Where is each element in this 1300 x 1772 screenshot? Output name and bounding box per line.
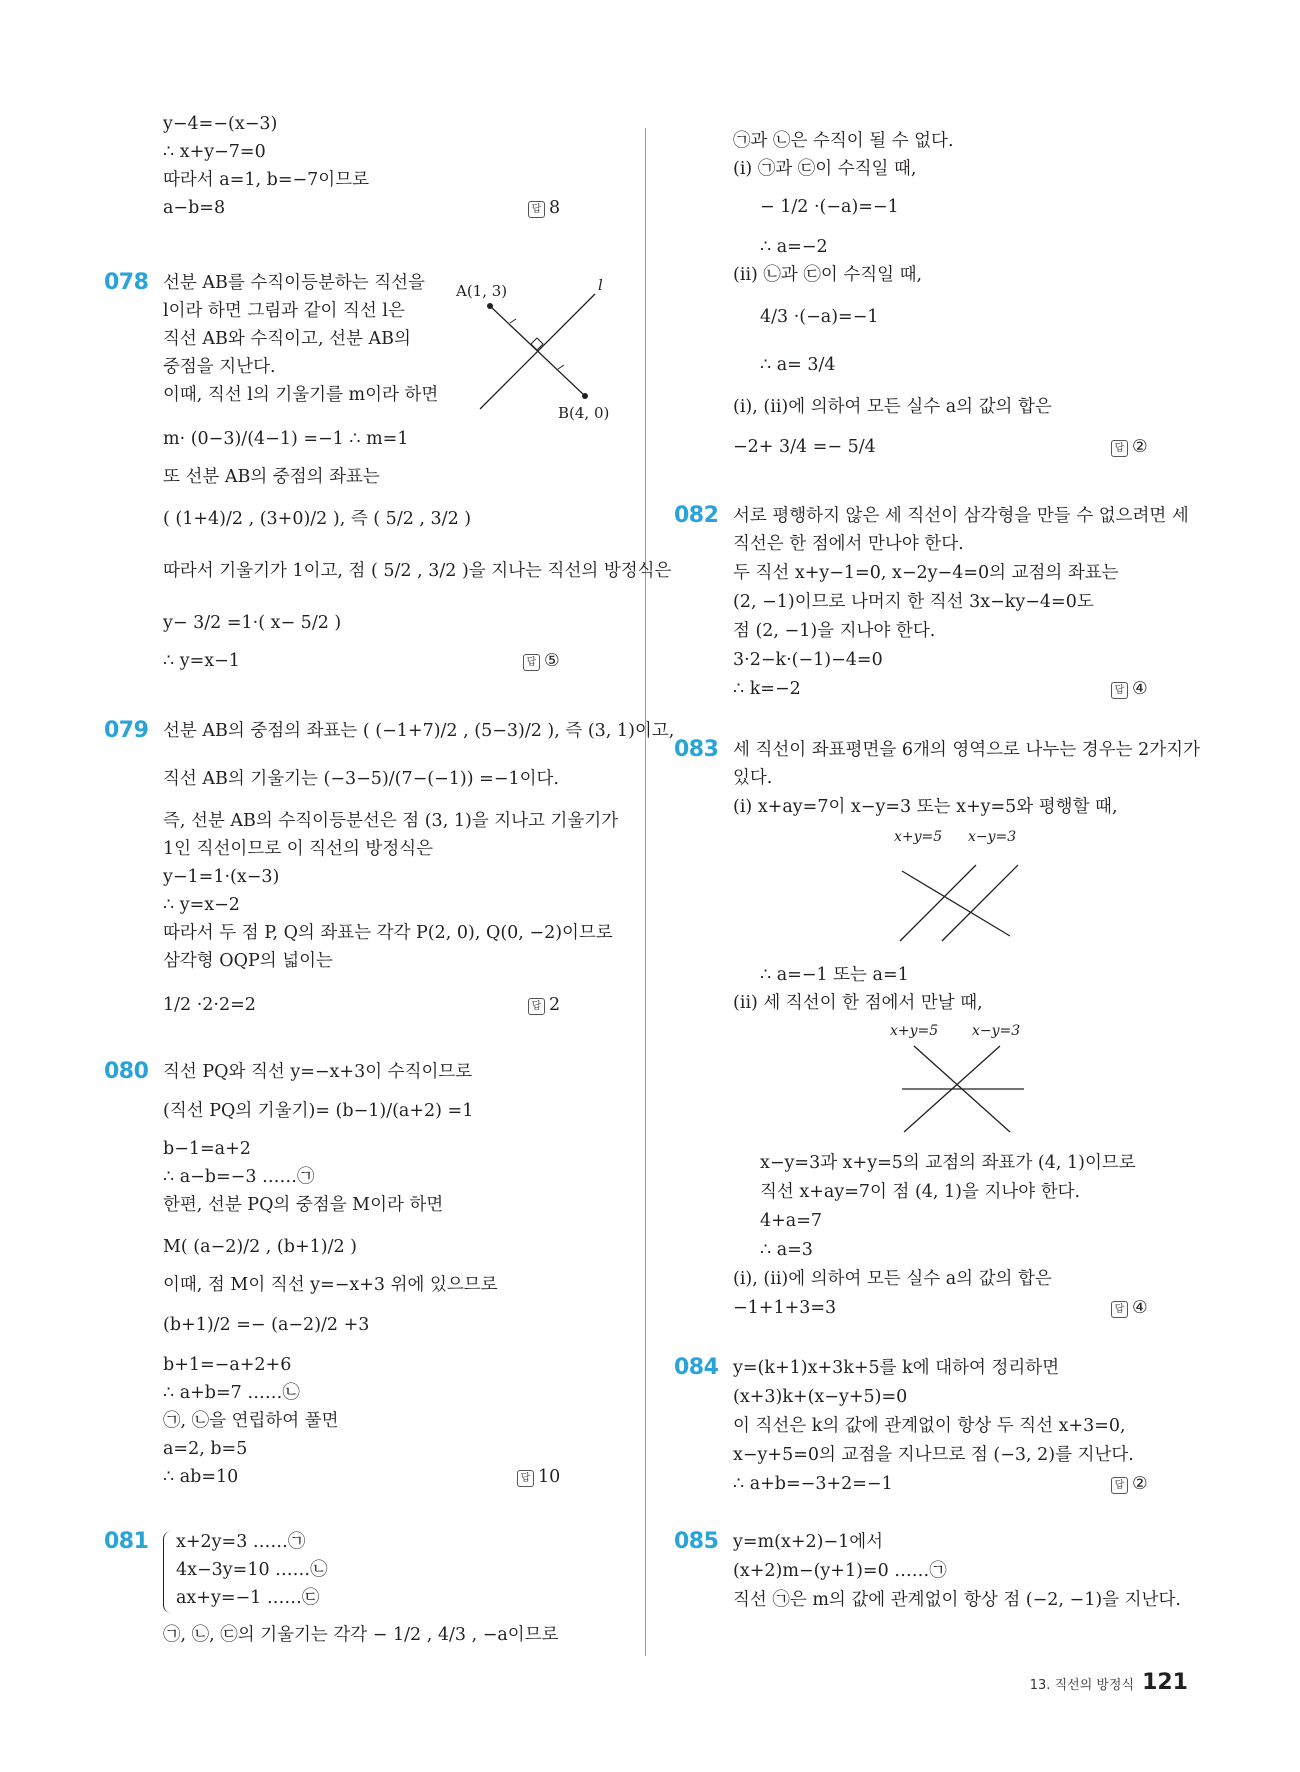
text-line: (ⅱ) ㉡과 ㉢이 수직일 때,	[733, 265, 923, 285]
text-line: 4+a=7	[760, 1211, 823, 1231]
text-line: ∴ x+y−7=0	[163, 142, 266, 162]
text-line: ∴ ab=10	[163, 1467, 239, 1487]
text-line: 선분 AB를 수직이등분하는 직선을	[163, 273, 425, 293]
equation-line: 선분 AB의 중점의 좌표는 ( (−1+7)/2 , (5−3)/2 ), 즉 (3, 1)이고,	[163, 721, 675, 741]
equation-line: (b+1)/2 =− (a−2)/2 +3	[163, 1315, 370, 1335]
text-line: 있다.	[733, 768, 773, 788]
text-line: a=2, b=5	[163, 1439, 248, 1459]
answer-badge: 답 ②	[1111, 1473, 1148, 1495]
line-label: x+y=5	[894, 829, 943, 845]
text-line: 따라서 기울기가 1이고, 점 ( 5/2 , 3/2 )을 지나는 직선의 방정식은	[163, 561, 672, 581]
chapter-title: 13. 직선의 방정식	[1029, 1678, 1135, 1693]
text-line: 이때, 직선 l의 기울기를 m이라 하면	[163, 385, 439, 405]
text-line: ㉠과 ㉡은 수직이 될 수 없다.	[733, 131, 954, 151]
text-line: (ⅰ) ㉠과 ㉢이 수직일 때,	[733, 159, 917, 179]
line-parallel	[942, 865, 1018, 941]
equation-line: m· (0−3)/(4−1) =−1 ∴ m=1	[163, 429, 409, 449]
text-line: ∴ a−b=−3 ……㉠	[163, 1167, 315, 1187]
line-l	[480, 294, 595, 409]
line-label: x−y=3	[972, 1023, 1021, 1039]
text-line: y=m(x+2)−1에서	[733, 1532, 884, 1552]
text-line: 직선 PQ와 직선 y=−x+3이 수직이므로	[163, 1062, 473, 1082]
line-l-label: l	[598, 276, 603, 294]
text-line: (ⅰ), (ⅱ)에 의하여 모든 실수 a의 값의 합은	[733, 397, 1052, 417]
problem-number: 079	[104, 718, 149, 743]
text-line: 한편, 선분 PQ의 중점을 M이라 하면	[163, 1195, 444, 1215]
text-line: 직선은 한 점에서 만나야 한다.	[733, 534, 964, 554]
equation-line: 직선 AB의 기울기는 (−3−5)/(7−(−1)) =−1이다.	[163, 769, 559, 789]
text-line: b−1=a+2	[163, 1139, 251, 1159]
text-line: (ⅰ), (ⅱ)에 의하여 모든 실수 a의 값의 합은	[733, 1269, 1052, 1289]
text-line: (ⅱ) 세 직선이 한 점에서 만날 때,	[733, 993, 983, 1013]
answer-badge: 답 ②	[1111, 436, 1148, 458]
text-line: 서로 평행하지 않은 세 직선이 삼각형을 만들 수 없으려면 세	[733, 506, 1189, 526]
text-line: 점 (2, −1)을 지나야 한다.	[733, 621, 936, 641]
text-line: ㉠, ㉡, ㉢의 기울기는 각각 − 1/2 , 4/3 , −a이므로	[163, 1625, 559, 1645]
text-line: b+1=−a+2+6	[163, 1355, 292, 1375]
problem-number: 082	[674, 503, 719, 528]
problem-number: 081	[104, 1529, 149, 1554]
line-label: x+y=5	[890, 1023, 939, 1039]
text-line: 두 직선 x+y−1=0, x−2y−4=0의 교점의 좌표는	[733, 563, 1119, 583]
text-line: y−1=1·(x−3)	[163, 867, 280, 887]
answer-icon: 답	[528, 998, 545, 1015]
text-line: 직선 x+ay=7이 점 (4, 1)을 지나야 한다.	[760, 1182, 1081, 1202]
line-label: x−y=3	[968, 829, 1017, 845]
answer-icon: 답	[1111, 682, 1128, 699]
problem-number: 083	[674, 737, 719, 762]
equation-line: ∴ a= 3/4	[760, 355, 836, 375]
text-line: 직선 ㉠은 m의 값에 관계없이 항상 점 (−2, −1)을 지난다.	[733, 1590, 1181, 1610]
problem-number: 078	[104, 270, 149, 295]
answer-icon: 답	[1111, 440, 1128, 457]
text-line: 중점을 지난다.	[163, 357, 276, 377]
text-line: a−b=8	[163, 198, 226, 218]
equation-line: − 1/2 ·(−a)=−1	[760, 197, 899, 217]
parallel-lines-figure	[890, 826, 1050, 946]
equation-line: ( (1+4)/2 , (3+0)/2 ), 즉 ( 5/2 , 3/2 )	[163, 509, 472, 529]
equation-line: 1/2 ·2·2=2	[163, 995, 256, 1015]
tick-mark	[558, 365, 564, 369]
text-line: ㉠, ㉡을 연립하여 풀면	[163, 1411, 339, 1431]
point-b-label: B(4, 0)	[558, 404, 610, 422]
text-line: 3·2−k·(−1)−4=0	[733, 650, 883, 670]
equation-line: 4/3 ·(−a)=−1	[760, 307, 879, 327]
point-a-label: A(1, 3)	[456, 282, 508, 300]
text-line: 또 선분 AB의 중점의 좌표는	[163, 467, 380, 487]
text-line: 즉, 선분 AB의 수직이등분선은 점 (3, 1)을 지나고 기울기가	[163, 811, 619, 831]
text-line: (x+2)m−(y+1)=0 ……㉠	[733, 1561, 947, 1581]
text-line: (2, −1)이므로 나머지 한 직선 3x−ky−4=0도	[733, 592, 1094, 612]
text-line: (x+3)k+(x−y+5)=0	[733, 1387, 908, 1407]
answer-badge: 답 ④	[1111, 678, 1148, 700]
text-line: ∴ a+b=7 ……㉡	[163, 1383, 300, 1403]
text-line: −1+1+3=3	[733, 1298, 837, 1318]
equation-line: y− 3/2 =1·( x− 5/2 )	[163, 613, 342, 633]
page-footer	[1030, 1670, 1188, 1695]
answer-badge: 답 10	[517, 1466, 560, 1488]
text-line: 세 직선이 좌표평면을 6개의 영역으로 나누는 경우는 2가지가	[733, 740, 1200, 760]
answer-icon: 답	[517, 1470, 534, 1487]
equation-line: ax+y=−1 ……㉢	[176, 1588, 320, 1608]
column-divider	[645, 128, 646, 1656]
answer-badge: 답 ④	[1111, 1297, 1148, 1319]
problem-number: 080	[104, 1059, 149, 1084]
equation-line: x+2y=3 ……㉠	[176, 1532, 306, 1552]
answer-badge: 답 2	[528, 994, 560, 1016]
text-line: 이 직선은 k의 값에 관계없이 항상 두 직선 x+3=0,	[733, 1416, 1126, 1436]
system-brace	[163, 1531, 172, 1613]
text-line: ∴ y=x−2	[163, 895, 240, 915]
text-line: y=(k+1)x+3k+5를 k에 대하여 정리하면	[733, 1358, 1060, 1378]
text-line: ∴ a=−2	[760, 237, 828, 257]
text-line: y−4=−(x−3)	[163, 114, 278, 134]
text-line: x−y=3과 x+y=5의 교점의 좌표가 (4, 1)이므로	[760, 1153, 1136, 1173]
text-line: 삼각형 OQP의 넓이는	[163, 951, 333, 971]
problem-number: 085	[674, 1529, 719, 1554]
text-line: x−y+5=0의 교점을 지나므로 점 (−3, 2)를 지난다.	[733, 1445, 1134, 1465]
tick-mark	[510, 319, 516, 323]
text-line: ∴ a=−1 또는 a=1	[760, 965, 909, 985]
text-line: ∴ a=3	[760, 1240, 813, 1260]
problem-number: 084	[674, 1355, 719, 1380]
equation-line: −2+ 3/4 =− 5/4	[733, 437, 876, 457]
page-number: 121	[1142, 1670, 1188, 1695]
answer-icon: 답	[523, 654, 540, 671]
text-line: ∴ y=x−1	[163, 651, 240, 671]
equation-line: (직선 PQ의 기울기)= (b−1)/(a+2) =1	[163, 1101, 474, 1121]
text-line: (ⅰ) x+ay=7이 x−y=3 또는 x+y=5와 평행할 때,	[733, 797, 1118, 817]
text-line: 따라서 두 점 P, Q의 좌표는 각각 P(2, 0), Q(0, −2)이므로	[163, 923, 613, 943]
text-line: l이라 하면 그림과 같이 직선 l은	[163, 301, 405, 321]
equation-line: M( (a−2)/2 , (b+1)/2 )	[163, 1237, 357, 1257]
text-line: 따라서 a=1, b=−7이므로	[163, 170, 370, 190]
perpendicular-bisector-figure	[455, 272, 630, 422]
concurrent-lines-figure	[890, 1020, 1050, 1140]
answer-badge: 답 8	[528, 197, 560, 219]
answer-badge: 답 ⑤	[523, 650, 560, 672]
text-line: 1인 직선이므로 이 직선의 방정식은	[163, 839, 434, 859]
point-b-dot	[582, 393, 588, 399]
equation-line: 4x−3y=10 ……㉡	[176, 1560, 328, 1580]
text-line: 직선 AB와 수직이고, 선분 AB의	[163, 329, 411, 349]
answer-icon: 답	[1111, 1477, 1128, 1494]
text-line: ∴ k=−2	[733, 679, 801, 699]
point-a-dot	[487, 303, 493, 309]
text-line: 이때, 점 M이 직선 y=−x+3 위에 있으므로	[163, 1275, 498, 1295]
text-line: ∴ a+b=−3+2=−1	[733, 1474, 893, 1494]
answer-icon: 답	[528, 201, 545, 218]
answer-icon: 답	[1111, 1301, 1128, 1318]
